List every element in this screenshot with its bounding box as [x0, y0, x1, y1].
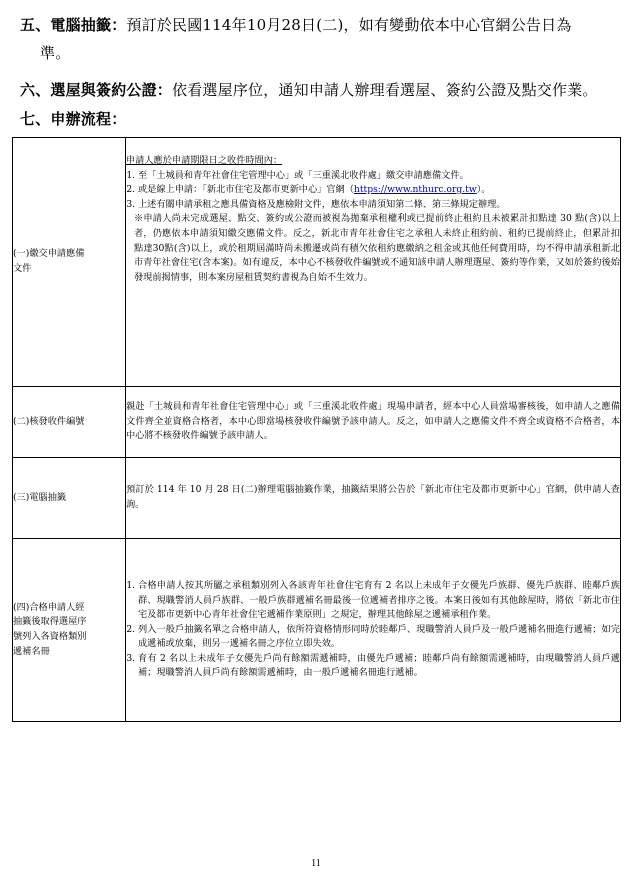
row-label [13, 387, 126, 458]
row-label-line: (一)繳交申請應備 [13, 248, 85, 260]
list-item-text: 或是線上申請：「新北市住宅及都市更新中心」官網（ [138, 184, 354, 196]
section-7-heading [20, 108, 126, 129]
procedure-table [12, 137, 621, 722]
list-item: 2. 列入一般戶抽籤名單之合格申請人，依所符資格情形同時於睦鄰戶、現職警消人員戶及一般戶遞補名冊進行遞補；如完成遞補或放棄，則另一遞補名冊之序位立即失效。 [138, 623, 620, 652]
waitlist-rules-list [126, 579, 620, 681]
row-text: 預訂於 114 年 10 月 28 日(二)辦理電腦抽籤作業，抽籤結果將公告於「新北市住宅及都市更新中心」官網，供申請人查詢。 [126, 484, 620, 510]
section-5-heading [20, 14, 572, 35]
row-label-line: (四)合格申請人經 [13, 601, 85, 613]
list-item-tail: ）。 [476, 184, 491, 196]
section-5-text: 預訂於民國114年10月28日(二)，如有變動依本中心官網公告日為 [126, 16, 572, 34]
row-content [126, 138, 621, 387]
row-label-line: 文件 [13, 263, 32, 274]
row-content [126, 539, 621, 722]
row-text: 親赴「土城員和青年社會住宅管理中心」或「三重溪北收件處」現場申請者，經本中心人員當場審核後，如申請人之應備文件齊全並資格合格者，本中心即當場核發收件編號予該申請人。反之，如申請人之應備文件不齊全或資格不合格者，本中心將不核發收件編號予該申請人。 [126, 401, 620, 442]
table-row [13, 387, 621, 458]
row-label-line: 號列入各資格類別 [13, 631, 87, 642]
row-label [13, 138, 126, 387]
section-6-label: 六、選屋與簽約公證： [20, 81, 173, 99]
section-6-heading [20, 79, 598, 100]
requirement-list [126, 169, 620, 213]
row-label-line: (三)電腦抽籤 [13, 491, 67, 503]
row-label [13, 458, 126, 539]
row-label-line: (二)核發收件編號 [13, 415, 85, 427]
section-7-label: 七、申辦流程： [20, 110, 127, 128]
table-row [13, 138, 621, 387]
row-label-line: 遞補名冊 [13, 645, 50, 657]
table-row [13, 539, 621, 722]
row-content [126, 387, 621, 458]
section-5-label: 五、電腦抽籤： [20, 16, 127, 34]
section-5-continuation [40, 42, 70, 63]
list-item: 1. 至「土城員和青年社會住宅管理中心」或「三重溪北收件處」繳交申請應備文件。 [138, 169, 620, 184]
page-number: 11 [311, 858, 321, 869]
row-label-line: 抽籤後取得選屋序 [13, 616, 87, 628]
row-note: ※申請人尚未完成選屋、點交、簽約或公證而被視為拋棄承租權利或已提前終止租約且未被累計扣點達 30 點(含)以上者，仍應依本申請須知繳交應備文件。反之，新北市青年社會住宅之承租人未終止租約前、租約已提前終止，但累計扣點達30點(含)以上，或於租期屆滿時尚未搬遷或尚有積欠依租約應繳納之租金或其他任何費用時，均不得申請承租新北市青年社會住宅(含本案)。如有違反，本中心不核發收件編號或不通知該申請人辦理選屋、簽約等作業，又如於簽約後始發現前揭情事，則本案房屋租賃契約書視為自始不生效力。 [134, 213, 620, 283]
row-content [126, 458, 621, 539]
section-6-text: 依看選屋序位，通知申請人辦理看選屋、簽約公證及點交作業。 [172, 81, 598, 99]
row-label [13, 539, 126, 722]
list-item: 1. 合格申請人按其所屬之承租類別列入各該青年社會住宅育有 2 名以上未成年子女優先戶族群、優先戶族群、睦鄰戶族群、現職警消人員戶族群、一般戶族群遞補名冊最後一位遞補者排序之後。本案日後如有其他餘屋時，將依「新北市住宅及都市更新中心青年社會住宅遞補作業原則」之規定，辦理其他餘屋之遞補承租作業。 [138, 579, 620, 623]
section-5-cont-text: 準。 [40, 44, 71, 62]
website-link[interactable]: https://www.nthurc.org.tw [353, 184, 477, 196]
row-intro: 申請人應於申請期限日之收件時間內： [126, 155, 283, 166]
table-row [13, 458, 621, 539]
list-item: 3. 育有 2 名以上未成年子女優先戶尚有餘額需遞補時，由優先戶遞補；睦鄰戶尚有餘額需遞補時，由現職警消人員戶遞補；現職警消人員戶尚有餘額需遞補時，由一般戶遞補名冊進行遞補。 [138, 652, 620, 681]
list-item: 3. 上述有關申請承租之應具備資格及應檢附文件，應依本申請須知第二條、第三條規定辦理。 [138, 198, 620, 213]
list-item [138, 183, 620, 198]
